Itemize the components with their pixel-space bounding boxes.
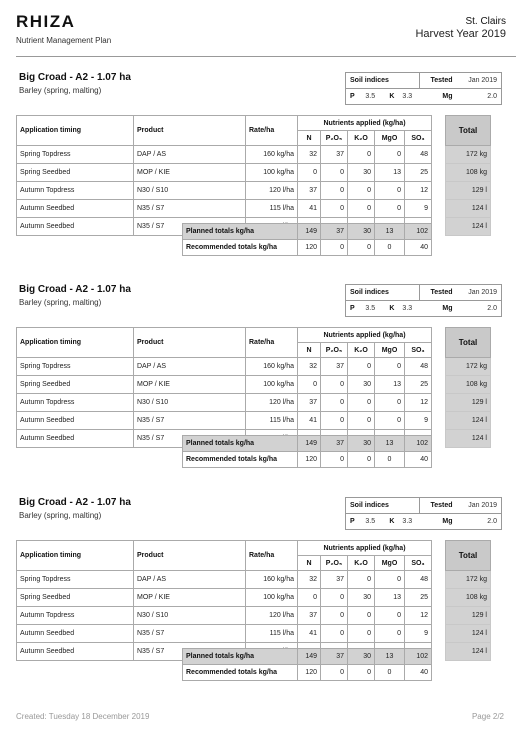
cell-application-timing: Autumn Seedbed	[17, 218, 134, 236]
recommended-totals-row	[183, 240, 432, 256]
cell-so3: 9	[405, 625, 432, 643]
planned-p2o5: 37	[321, 649, 348, 665]
cell-k2o: 0	[348, 200, 375, 218]
cell-n: 32	[298, 571, 321, 589]
recommended-mgo: 0	[375, 665, 405, 681]
cell-so3: 12	[405, 182, 432, 200]
cell-total: 124 l	[446, 412, 491, 430]
cell-so3: 48	[405, 571, 432, 589]
col-nutrients-applied: Nutrients applied (kg/ha)	[298, 116, 432, 131]
soil-indices-table	[345, 284, 502, 317]
col-n: N	[298, 556, 321, 571]
nutrient-application-table	[16, 327, 491, 448]
table-row	[17, 164, 491, 182]
crop-name: Barley (spring, malting)	[19, 86, 102, 95]
col-application-timing: Application timing	[17, 328, 134, 358]
table-row	[17, 182, 491, 200]
cell-p2o5: 37	[321, 146, 348, 164]
cell-product: MOP / KIE	[134, 164, 246, 182]
col-total: Total	[446, 541, 491, 571]
cell-p2o5: 0	[321, 182, 348, 200]
plan-subtitle: Nutrient Management Plan	[16, 36, 112, 45]
cell-application-timing: Spring Topdress	[17, 571, 134, 589]
col-total: Total	[446, 328, 491, 358]
cell-total: 172 kg	[446, 146, 491, 164]
table-row	[17, 376, 491, 394]
planned-totals-row	[183, 649, 432, 665]
cell-product: DAP / AS	[134, 571, 246, 589]
col-rate: Rate/ha	[246, 328, 298, 358]
cell-application-timing: Spring Seedbed	[17, 376, 134, 394]
cell-total: 129 l	[446, 607, 491, 625]
cell-application-timing: Autumn Seedbed	[17, 200, 134, 218]
soil-indices-title: Soil indices	[346, 498, 420, 514]
crop-name: Barley (spring, malting)	[19, 511, 102, 520]
cell-rate: 160 kg/ha	[246, 358, 298, 376]
col-n: N	[298, 131, 321, 146]
cell-product: N35 / S7	[134, 218, 246, 236]
col-mgo: MgO	[375, 343, 405, 358]
cell-k2o: 0	[348, 625, 375, 643]
cell-n: 0	[298, 589, 321, 607]
cell-k2o: 30	[348, 164, 375, 182]
cell-p2o5: 0	[321, 200, 348, 218]
cell-mgo: 0	[375, 200, 405, 218]
recommended-p2o5: 0	[321, 240, 348, 256]
nutrient-application-table	[16, 115, 491, 236]
recommended-mgo: 0	[375, 240, 405, 256]
planned-n: 149	[298, 224, 321, 240]
recommended-p2o5: 0	[321, 452, 348, 468]
cell-k2o: 0	[348, 412, 375, 430]
cell-application-timing: Spring Seedbed	[17, 589, 134, 607]
col-product: Product	[134, 328, 246, 358]
cell-so3: 9	[405, 200, 432, 218]
col-nutrients-applied: Nutrients applied (kg/ha)	[298, 328, 432, 343]
cell-p2o5: 0	[321, 164, 348, 182]
cell-n: 32	[298, 146, 321, 164]
cell-mgo: 0	[375, 607, 405, 625]
cell-product: N35 / S7	[134, 625, 246, 643]
soil-k-value: 3.3	[398, 301, 419, 317]
planned-so3: 102	[405, 649, 432, 665]
soil-indices-title: Soil indices	[346, 285, 420, 301]
cell-product: DAP / AS	[134, 146, 246, 164]
soil-p-label: P	[346, 301, 362, 317]
cell-application-timing: Autumn Seedbed	[17, 625, 134, 643]
cell-rate: 120 l/ha	[246, 607, 298, 625]
cell-k2o: 0	[348, 394, 375, 412]
cell-product: MOP / KIE	[134, 376, 246, 394]
cell-rate: 100 kg/ha	[246, 164, 298, 182]
tested-date: Jan 2019	[457, 285, 502, 301]
planned-mgo: 13	[375, 224, 405, 240]
soil-k-label: K	[383, 514, 399, 530]
col-p2o5: P₂O₅	[321, 343, 348, 358]
field-title: Big Croad - A2 - 1.07 ha	[19, 497, 131, 508]
cell-application-timing: Spring Seedbed	[17, 164, 134, 182]
col-k2o: K₂O	[348, 556, 375, 571]
cell-total: 124 l	[446, 643, 491, 661]
table-row	[17, 589, 491, 607]
table-row	[17, 571, 491, 589]
planned-k2o: 30	[348, 224, 375, 240]
recommended-so3: 40	[405, 665, 432, 681]
soil-mg-value: 2.0	[457, 301, 502, 317]
cell-total: 124 l	[446, 218, 491, 236]
soil-indices-table	[345, 72, 502, 105]
recommended-k2o: 0	[348, 665, 375, 681]
cell-product: N30 / S10	[134, 394, 246, 412]
soil-k-label: K	[383, 89, 399, 105]
cell-so3: 12	[405, 607, 432, 625]
cell-so3: 12	[405, 394, 432, 412]
cell-n: 0	[298, 376, 321, 394]
cell-rate: 115 l/ha	[246, 412, 298, 430]
harvest-year: Harvest Year 2019	[415, 28, 506, 40]
soil-mg-value: 2.0	[457, 89, 502, 105]
page-number: Page 2/2	[471, 712, 504, 721]
totals-table	[182, 435, 432, 468]
cell-application-timing: Spring Topdress	[17, 146, 134, 164]
col-mgo: MgO	[375, 131, 405, 146]
planned-p2o5: 37	[321, 436, 348, 452]
cell-total: 124 l	[446, 200, 491, 218]
cell-p2o5: 0	[321, 589, 348, 607]
cell-mgo: 0	[375, 625, 405, 643]
soil-mg-label: Mg	[420, 89, 457, 105]
cell-product: MOP / KIE	[134, 589, 246, 607]
recommended-mgo: 0	[375, 452, 405, 468]
tested-date: Jan 2019	[457, 498, 502, 514]
cell-k2o: 30	[348, 376, 375, 394]
table-row	[17, 358, 491, 376]
cell-k2o: 0	[348, 182, 375, 200]
recommended-n: 120	[298, 452, 321, 468]
cell-product: N35 / S7	[134, 430, 246, 448]
cell-total: 108 kg	[446, 589, 491, 607]
totals-table	[182, 648, 432, 681]
field-section	[16, 72, 506, 272]
cell-total: 108 kg	[446, 164, 491, 182]
table-row	[17, 412, 491, 430]
cell-mgo: 0	[375, 412, 405, 430]
col-so3: SO₃	[405, 343, 432, 358]
recommended-totals-label: Recommended totals kg/ha	[183, 452, 298, 468]
planned-totals-label: Planned totals kg/ha	[183, 436, 298, 452]
cell-mgo: 13	[375, 589, 405, 607]
col-p2o5: P₂O₅	[321, 131, 348, 146]
planned-k2o: 30	[348, 649, 375, 665]
col-application-timing: Application timing	[17, 116, 134, 146]
cell-k2o: 0	[348, 146, 375, 164]
cell-application-timing: Spring Topdress	[17, 358, 134, 376]
planned-totals-row	[183, 224, 432, 240]
col-total: Total	[446, 116, 491, 146]
cell-rate: 100 kg/ha	[246, 589, 298, 607]
header-divider	[16, 56, 516, 57]
cell-product: N35 / S7	[134, 412, 246, 430]
recommended-k2o: 0	[348, 452, 375, 468]
tested-date: Jan 2019	[457, 73, 502, 89]
planned-totals-row	[183, 436, 432, 452]
recommended-totals-row	[183, 665, 432, 681]
cell-application-timing: Autumn Topdress	[17, 394, 134, 412]
cell-total: 124 l	[446, 430, 491, 448]
cell-p2o5: 37	[321, 571, 348, 589]
tested-label: Tested	[420, 73, 457, 89]
soil-p-label: P	[346, 514, 362, 530]
cell-k2o: 0	[348, 607, 375, 625]
soil-p-label: P	[346, 89, 362, 105]
rhiza-logo: RHIZA	[16, 12, 76, 31]
soil-k-value: 3.3	[398, 89, 419, 105]
col-rate: Rate/ha	[246, 116, 298, 146]
planned-totals-label: Planned totals kg/ha	[183, 224, 298, 240]
cell-product: DAP / AS	[134, 358, 246, 376]
totals-table	[182, 223, 432, 256]
cell-k2o: 0	[348, 358, 375, 376]
cell-k2o: 30	[348, 589, 375, 607]
cell-rate: 100 kg/ha	[246, 376, 298, 394]
cell-n: 41	[298, 625, 321, 643]
field-title: Big Croad - A2 - 1.07 ha	[19, 284, 131, 295]
soil-mg-label: Mg	[420, 301, 457, 317]
table-row	[17, 394, 491, 412]
tested-label: Tested	[420, 498, 457, 514]
cell-application-timing: Autumn Seedbed	[17, 430, 134, 448]
col-so3: SO₃	[405, 131, 432, 146]
cell-product: N30 / S10	[134, 182, 246, 200]
cell-application-timing: Autumn Topdress	[17, 182, 134, 200]
cell-p2o5: 0	[321, 412, 348, 430]
cell-so3: 9	[405, 412, 432, 430]
soil-p-value: 3.5	[361, 89, 382, 105]
cell-so3: 25	[405, 589, 432, 607]
cell-k2o: 0	[348, 571, 375, 589]
cell-n: 37	[298, 182, 321, 200]
cell-rate: 120 l/ha	[246, 394, 298, 412]
col-so3: SO₃	[405, 556, 432, 571]
page-header	[16, 12, 506, 52]
col-mgo: MgO	[375, 556, 405, 571]
crop-name: Barley (spring, malting)	[19, 298, 102, 307]
cell-so3: 48	[405, 146, 432, 164]
col-k2o: K₂O	[348, 131, 375, 146]
soil-indices-title: Soil indices	[346, 73, 420, 89]
soil-k-value: 3.3	[398, 514, 419, 530]
recommended-totals-label: Recommended totals kg/ha	[183, 665, 298, 681]
cell-product: N35 / S7	[134, 643, 246, 661]
cell-n: 37	[298, 394, 321, 412]
cell-mgo: 13	[375, 164, 405, 182]
col-n: N	[298, 343, 321, 358]
cell-n: 41	[298, 412, 321, 430]
cell-total: 129 l	[446, 182, 491, 200]
cell-application-timing: Autumn Seedbed	[17, 412, 134, 430]
recommended-n: 120	[298, 240, 321, 256]
cell-rate: 160 kg/ha	[246, 571, 298, 589]
cell-rate: 120 l/ha	[246, 182, 298, 200]
recommended-so3: 40	[405, 240, 432, 256]
planned-p2o5: 37	[321, 224, 348, 240]
col-nutrients-applied: Nutrients applied (kg/ha)	[298, 541, 432, 556]
cell-p2o5: 0	[321, 394, 348, 412]
planned-n: 149	[298, 436, 321, 452]
cell-p2o5: 37	[321, 358, 348, 376]
cell-rate: 115 l/ha	[246, 625, 298, 643]
soil-mg-value: 2.0	[457, 514, 502, 530]
cell-n: 41	[298, 200, 321, 218]
cell-n: 37	[298, 607, 321, 625]
cell-n: 0	[298, 164, 321, 182]
cell-total: 172 kg	[446, 571, 491, 589]
cell-product: N30 / S10	[134, 607, 246, 625]
cell-mgo: 0	[375, 182, 405, 200]
table-header-row	[17, 541, 491, 556]
cell-so3: 25	[405, 164, 432, 182]
planned-mgo: 13	[375, 649, 405, 665]
cell-total: 129 l	[446, 394, 491, 412]
col-p2o5: P₂O₅	[321, 556, 348, 571]
recommended-k2o: 0	[348, 240, 375, 256]
planned-n: 149	[298, 649, 321, 665]
cell-mgo: 0	[375, 394, 405, 412]
recommended-totals-label: Recommended totals kg/ha	[183, 240, 298, 256]
farm-name: St. Clairs	[465, 16, 506, 27]
col-application-timing: Application timing	[17, 541, 134, 571]
soil-p-value: 3.5	[361, 301, 382, 317]
cell-mgo: 13	[375, 376, 405, 394]
table-row	[17, 607, 491, 625]
planned-so3: 102	[405, 436, 432, 452]
field-title: Big Croad - A2 - 1.07 ha	[19, 72, 131, 83]
recommended-so3: 40	[405, 452, 432, 468]
cell-total: 172 kg	[446, 358, 491, 376]
soil-indices-table	[345, 497, 502, 530]
cell-total: 108 kg	[446, 376, 491, 394]
cell-mgo: 0	[375, 358, 405, 376]
cell-so3: 48	[405, 358, 432, 376]
recommended-totals-row	[183, 452, 432, 468]
planned-k2o: 30	[348, 436, 375, 452]
col-product: Product	[134, 116, 246, 146]
recommended-n: 120	[298, 665, 321, 681]
recommended-p2o5: 0	[321, 665, 348, 681]
table-header-row	[17, 116, 491, 131]
cell-application-timing: Autumn Topdress	[17, 607, 134, 625]
table-row	[17, 200, 491, 218]
field-section	[16, 284, 506, 484]
cell-mgo: 0	[375, 571, 405, 589]
soil-p-value: 3.5	[361, 514, 382, 530]
table-row	[17, 146, 491, 164]
cell-rate: 115 l/ha	[246, 200, 298, 218]
soil-k-label: K	[383, 301, 399, 317]
soil-mg-label: Mg	[420, 514, 457, 530]
created-date: Created: Tuesday 18 December 2019	[16, 712, 150, 721]
cell-p2o5: 0	[321, 376, 348, 394]
col-rate: Rate/ha	[246, 541, 298, 571]
field-section	[16, 497, 506, 697]
cell-application-timing: Autumn Seedbed	[17, 643, 134, 661]
tested-label: Tested	[420, 285, 457, 301]
table-header-row	[17, 328, 491, 343]
col-product: Product	[134, 541, 246, 571]
cell-p2o5: 0	[321, 607, 348, 625]
cell-mgo: 0	[375, 146, 405, 164]
cell-so3: 25	[405, 376, 432, 394]
col-k2o: K₂O	[348, 343, 375, 358]
planned-totals-label: Planned totals kg/ha	[183, 649, 298, 665]
cell-n: 32	[298, 358, 321, 376]
planned-so3: 102	[405, 224, 432, 240]
cell-product: N35 / S7	[134, 200, 246, 218]
cell-p2o5: 0	[321, 625, 348, 643]
cell-total: 124 l	[446, 625, 491, 643]
planned-mgo: 13	[375, 436, 405, 452]
nutrient-application-table	[16, 540, 491, 661]
table-row	[17, 625, 491, 643]
cell-rate: 160 kg/ha	[246, 146, 298, 164]
